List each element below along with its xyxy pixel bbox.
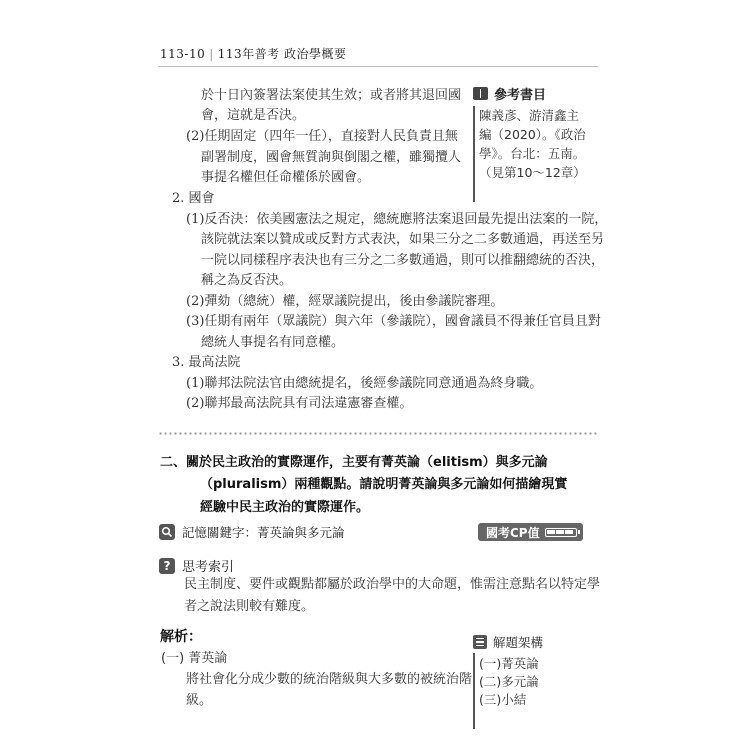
- thinking-line: 民主制度、要件或觀點都屬於政治學中的大命題，惟需注意點名以特定學: [184, 577, 601, 592]
- reference-title: [473, 84, 591, 103]
- text-line: (2)聯邦最高法院具有司法違憲審查權。: [186, 396, 413, 411]
- reference-text: [479, 106, 589, 182]
- page-number: 113-10: [160, 47, 206, 61]
- framework-list: [479, 655, 539, 709]
- running-header: [160, 45, 347, 62]
- reference-line: 學》。台北：五南。: [479, 146, 586, 161]
- framework-title: [473, 633, 593, 651]
- header-separator: |: [209, 47, 214, 61]
- text-line: (1)聯邦法院法官由總統提名，後經參議院同意通過為終身職。: [186, 376, 543, 391]
- analysis-line: 級。: [186, 693, 213, 708]
- battery-cell: [565, 530, 573, 534]
- text-line: 總統人事提名有同意權。: [201, 335, 345, 350]
- reference-bar: [473, 106, 475, 202]
- question-mark-icon: ?: [159, 558, 175, 574]
- battery-cell: [556, 530, 564, 534]
- analysis-title: 解析：: [160, 629, 202, 645]
- section-heading: 2. 國會: [172, 191, 215, 206]
- book-title: 113年普考 政治學概要: [217, 47, 347, 61]
- text-line: 一院以同樣程序表決也有三分之二多數通過，則可以推翻總統的否決，: [201, 253, 605, 268]
- list-icon: [473, 635, 487, 649]
- cp-rating-badge: [478, 523, 583, 541]
- thinking-text: [184, 574, 604, 618]
- text-line: (3)任期有兩年（眾議院）與六年（參議院），國會議員不得兼任官員且對: [186, 314, 601, 329]
- keyword-row: [159, 523, 345, 541]
- analysis-heading: (一) 菁英論: [161, 651, 228, 666]
- framework-bar: [473, 653, 475, 729]
- search-icon: [159, 524, 175, 540]
- framework-box: [473, 633, 593, 707]
- battery-icon: [545, 528, 577, 537]
- reference-line: （見第10～12章）: [479, 165, 586, 180]
- thinking-row: [159, 556, 234, 575]
- text-line: (2)彈劾（總統）權，經眾議院提出，後由參議院審理。: [186, 294, 504, 309]
- reference-box: [473, 84, 591, 180]
- text-line: (2)任期固定（四年一任），直接對人民負責且無: [186, 129, 458, 144]
- framework-item: (二)多元論: [479, 674, 539, 689]
- cp-rating-label: 國考CP值: [486, 525, 540, 540]
- reference-line: 陳義彥、游清鑫主: [479, 108, 580, 123]
- question-line: （pluralism）兩種觀點。請說明菁英論與多元論如何描繪現實: [200, 477, 568, 492]
- reference-title-text: 參考書目: [494, 88, 547, 103]
- keyword-label: 記憶關鍵字：菁英論與多元論: [182, 525, 345, 540]
- text-line: 於十日內簽署法案使其生效；或者將其退回國: [201, 88, 462, 103]
- reference-line: 編（2020）。《政治: [479, 127, 586, 142]
- text-line: (1)反否決：依美國憲法之規定，總統應將法案退回最先提出法案的一院，: [186, 212, 608, 227]
- thinking-title: 思考索引: [182, 560, 235, 575]
- text-line: 會，這就是否決。: [201, 108, 306, 123]
- question-line: 經驗中民主政治的實際運作。: [200, 500, 370, 515]
- framework-item: (三)小結: [479, 692, 527, 707]
- book-icon: [473, 87, 488, 100]
- header-rule: [158, 66, 598, 67]
- dotted-divider: [158, 432, 598, 435]
- battery-cell: [547, 530, 555, 534]
- text-line: 事提名權但任命權係於國會。: [201, 170, 371, 185]
- framework-title-text: 解題架構: [493, 635, 544, 650]
- section-heading: 3. 最高法院: [172, 355, 241, 370]
- analysis-line: 將社會化分成少數的統治階級與大多數的被統治階: [186, 672, 473, 687]
- question-line: 二、關於民主政治的實際運作，主要有菁英論（elitism）與多元論: [160, 455, 548, 470]
- text-line: 副署制度，國會無質詢與倒閣之權，雖獨攬人: [201, 150, 462, 165]
- text-line: 稱之為反否決。: [201, 273, 293, 288]
- text-line: 該院就法案以贊成或反對方式表決，如果三分之二多數通過，再送至另: [201, 232, 605, 247]
- framework-item: (一)菁英論: [479, 656, 539, 671]
- thinking-line: 者之說法則較有難度。: [184, 599, 315, 614]
